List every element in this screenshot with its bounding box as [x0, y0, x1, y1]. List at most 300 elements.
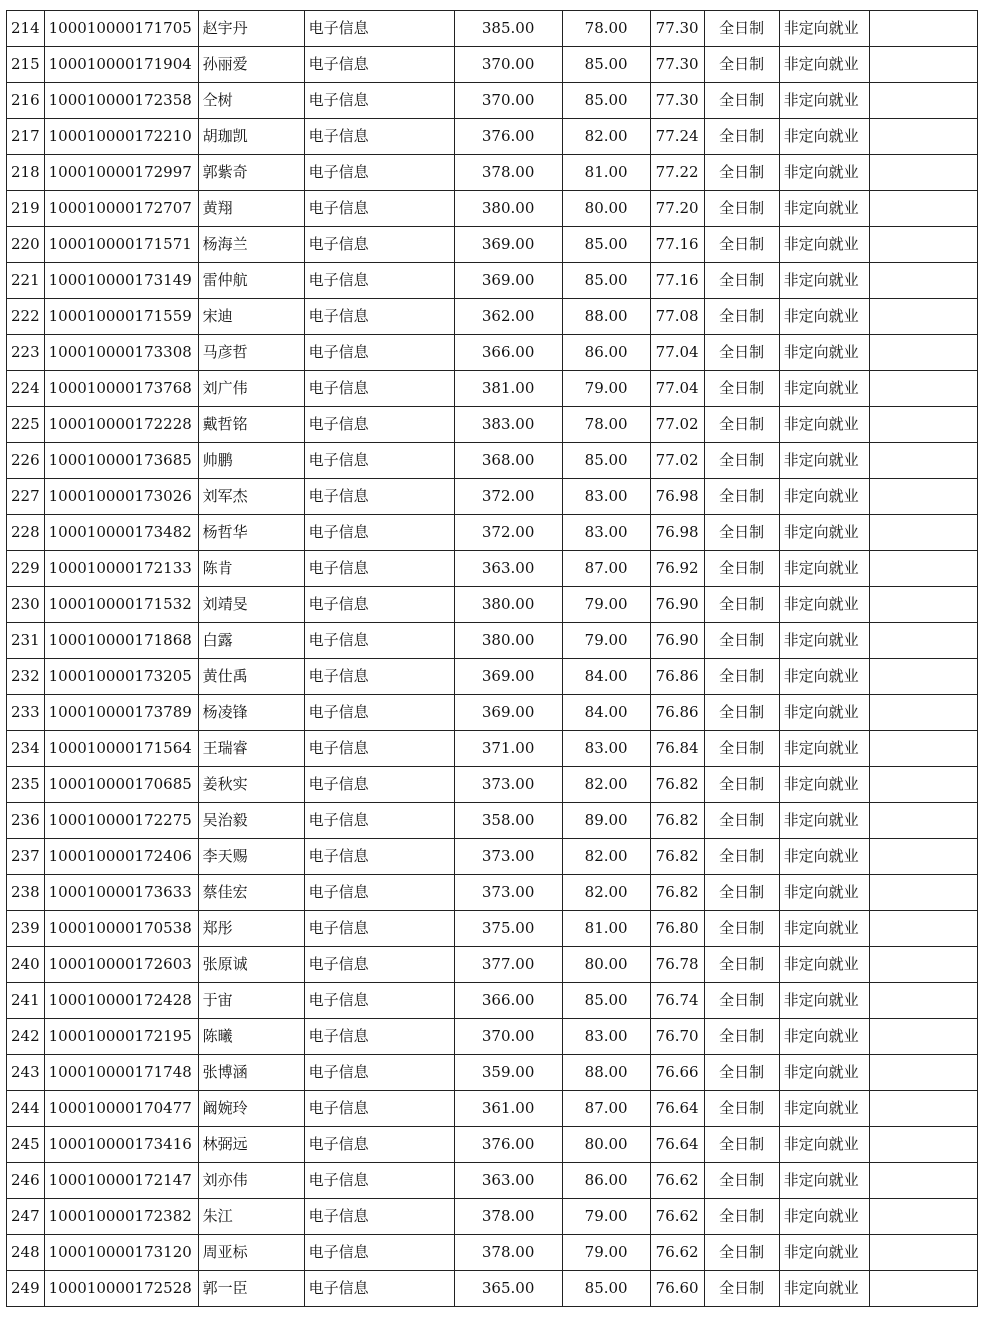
cell-total-score: 76.66 [650, 1055, 704, 1091]
cell-initial-score: 361.00 [454, 1091, 562, 1127]
cell-employment-type: 非定向就业 [779, 1055, 869, 1091]
cell-initial-score: 378.00 [454, 1199, 562, 1235]
cell-candidate-name: 张原诚 [198, 947, 304, 983]
cell-candidate-name: 姜秋实 [198, 767, 304, 803]
cell-study-mode: 全日制 [704, 11, 779, 47]
cell-candidate-name: 帅鹏 [198, 443, 304, 479]
cell-initial-score: 369.00 [454, 695, 562, 731]
cell-major: 电子信息 [304, 515, 454, 551]
cell-serial-number: 239 [7, 911, 45, 947]
cell-candidate-id: 100010000171571 [44, 227, 198, 263]
cell-remark [869, 479, 977, 515]
cell-retest-score: 82.00 [562, 839, 650, 875]
cell-remark [869, 335, 977, 371]
cell-candidate-name: 马彦哲 [198, 335, 304, 371]
cell-study-mode: 全日制 [704, 227, 779, 263]
cell-total-score: 77.30 [650, 83, 704, 119]
cell-study-mode: 全日制 [704, 623, 779, 659]
table-row [7, 1019, 978, 1055]
cell-study-mode: 全日制 [704, 1019, 779, 1055]
cell-employment-type: 非定向就业 [779, 191, 869, 227]
cell-major: 电子信息 [304, 695, 454, 731]
table-row [7, 623, 978, 659]
cell-candidate-id: 100010000172707 [44, 191, 198, 227]
cell-initial-score: 370.00 [454, 47, 562, 83]
cell-employment-type: 非定向就业 [779, 911, 869, 947]
table-row [7, 479, 978, 515]
table-row [7, 227, 978, 263]
cell-total-score: 76.98 [650, 479, 704, 515]
cell-candidate-id: 100010000172275 [44, 803, 198, 839]
cell-serial-number: 224 [7, 371, 45, 407]
cell-employment-type: 非定向就业 [779, 659, 869, 695]
table-row [7, 1235, 978, 1271]
table-row [7, 155, 978, 191]
cell-initial-score: 368.00 [454, 443, 562, 479]
cell-remark [869, 623, 977, 659]
cell-study-mode: 全日制 [704, 911, 779, 947]
cell-candidate-name: 仝树 [198, 83, 304, 119]
cell-study-mode: 全日制 [704, 155, 779, 191]
cell-retest-score: 85.00 [562, 443, 650, 479]
cell-remark [869, 191, 977, 227]
cell-candidate-id: 100010000173026 [44, 479, 198, 515]
cell-candidate-id: 100010000171904 [44, 47, 198, 83]
cell-retest-score: 78.00 [562, 407, 650, 443]
cell-candidate-id: 100010000171532 [44, 587, 198, 623]
cell-total-score: 76.90 [650, 623, 704, 659]
cell-remark [869, 1199, 977, 1235]
cell-remark [869, 155, 977, 191]
cell-major: 电子信息 [304, 839, 454, 875]
cell-retest-score: 82.00 [562, 767, 650, 803]
cell-initial-score: 363.00 [454, 551, 562, 587]
cell-major: 电子信息 [304, 191, 454, 227]
cell-remark [869, 587, 977, 623]
cell-retest-score: 83.00 [562, 731, 650, 767]
cell-remark [869, 1271, 977, 1307]
cell-employment-type: 非定向就业 [779, 47, 869, 83]
cell-remark [869, 299, 977, 335]
cell-remark [869, 911, 977, 947]
cell-total-score: 76.60 [650, 1271, 704, 1307]
cell-total-score: 76.64 [650, 1127, 704, 1163]
cell-employment-type: 非定向就业 [779, 407, 869, 443]
cell-initial-score: 358.00 [454, 803, 562, 839]
table-row [7, 911, 978, 947]
cell-study-mode: 全日制 [704, 371, 779, 407]
cell-study-mode: 全日制 [704, 983, 779, 1019]
cell-major: 电子信息 [304, 551, 454, 587]
cell-retest-score: 89.00 [562, 803, 650, 839]
cell-total-score: 76.82 [650, 803, 704, 839]
cell-retest-score: 88.00 [562, 1055, 650, 1091]
cell-employment-type: 非定向就业 [779, 119, 869, 155]
cell-candidate-name: 郭一臣 [198, 1271, 304, 1307]
cell-major: 电子信息 [304, 623, 454, 659]
cell-employment-type: 非定向就业 [779, 623, 869, 659]
cell-employment-type: 非定向就业 [779, 587, 869, 623]
cell-major: 电子信息 [304, 443, 454, 479]
cell-major: 电子信息 [304, 83, 454, 119]
cell-serial-number: 225 [7, 407, 45, 443]
cell-study-mode: 全日制 [704, 83, 779, 119]
cell-candidate-name: 王瑞睿 [198, 731, 304, 767]
cell-total-score: 76.62 [650, 1199, 704, 1235]
cell-employment-type: 非定向就业 [779, 947, 869, 983]
cell-serial-number: 228 [7, 515, 45, 551]
cell-serial-number: 242 [7, 1019, 45, 1055]
cell-serial-number: 222 [7, 299, 45, 335]
cell-major: 电子信息 [304, 659, 454, 695]
cell-candidate-name: 赵宇丹 [198, 11, 304, 47]
cell-candidate-id: 100010000173149 [44, 263, 198, 299]
cell-remark [869, 83, 977, 119]
cell-study-mode: 全日制 [704, 1091, 779, 1127]
cell-candidate-name: 杨凌锋 [198, 695, 304, 731]
cell-candidate-name: 阚婉玲 [198, 1091, 304, 1127]
cell-candidate-id: 100010000172133 [44, 551, 198, 587]
cell-candidate-id: 100010000170685 [44, 767, 198, 803]
cell-serial-number: 229 [7, 551, 45, 587]
cell-candidate-name: 杨哲华 [198, 515, 304, 551]
cell-employment-type: 非定向就业 [779, 695, 869, 731]
cell-serial-number: 232 [7, 659, 45, 695]
cell-serial-number: 245 [7, 1127, 45, 1163]
cell-total-score: 77.16 [650, 263, 704, 299]
cell-retest-score: 87.00 [562, 1091, 650, 1127]
cell-total-score: 76.62 [650, 1163, 704, 1199]
cell-retest-score: 82.00 [562, 119, 650, 155]
cell-employment-type: 非定向就业 [779, 551, 869, 587]
table-row [7, 191, 978, 227]
table-row [7, 1199, 978, 1235]
cell-initial-score: 362.00 [454, 299, 562, 335]
cell-initial-score: 372.00 [454, 479, 562, 515]
cell-candidate-name: 吴治毅 [198, 803, 304, 839]
cell-employment-type: 非定向就业 [779, 11, 869, 47]
cell-study-mode: 全日制 [704, 1235, 779, 1271]
cell-initial-score: 369.00 [454, 227, 562, 263]
cell-study-mode: 全日制 [704, 299, 779, 335]
cell-major: 电子信息 [304, 227, 454, 263]
cell-candidate-id: 100010000172382 [44, 1199, 198, 1235]
cell-total-score: 77.04 [650, 371, 704, 407]
table-row [7, 1127, 978, 1163]
cell-employment-type: 非定向就业 [779, 263, 869, 299]
cell-major: 电子信息 [304, 1163, 454, 1199]
cell-study-mode: 全日制 [704, 263, 779, 299]
cell-initial-score: 373.00 [454, 875, 562, 911]
cell-remark [869, 767, 977, 803]
admission-list-table [6, 10, 978, 1307]
cell-major: 电子信息 [304, 1055, 454, 1091]
cell-total-score: 76.86 [650, 695, 704, 731]
cell-candidate-name: 戴哲铭 [198, 407, 304, 443]
cell-total-score: 76.62 [650, 1235, 704, 1271]
cell-total-score: 77.30 [650, 47, 704, 83]
cell-retest-score: 79.00 [562, 1235, 650, 1271]
cell-remark [869, 551, 977, 587]
cell-serial-number: 237 [7, 839, 45, 875]
cell-employment-type: 非定向就业 [779, 1019, 869, 1055]
table-row [7, 731, 978, 767]
cell-serial-number: 231 [7, 623, 45, 659]
cell-retest-score: 85.00 [562, 983, 650, 1019]
cell-retest-score: 82.00 [562, 875, 650, 911]
cell-initial-score: 366.00 [454, 335, 562, 371]
cell-serial-number: 248 [7, 1235, 45, 1271]
cell-remark [869, 263, 977, 299]
cell-study-mode: 全日制 [704, 803, 779, 839]
cell-employment-type: 非定向就业 [779, 335, 869, 371]
cell-serial-number: 216 [7, 83, 45, 119]
cell-initial-score: 377.00 [454, 947, 562, 983]
cell-total-score: 77.16 [650, 227, 704, 263]
cell-study-mode: 全日制 [704, 587, 779, 623]
cell-candidate-id: 100010000173205 [44, 659, 198, 695]
cell-candidate-id: 100010000171705 [44, 11, 198, 47]
table-row [7, 83, 978, 119]
table-row [7, 335, 978, 371]
cell-major: 电子信息 [304, 731, 454, 767]
cell-major: 电子信息 [304, 1235, 454, 1271]
cell-candidate-name: 陈肯 [198, 551, 304, 587]
cell-remark [869, 407, 977, 443]
cell-major: 电子信息 [304, 1127, 454, 1163]
cell-retest-score: 86.00 [562, 335, 650, 371]
cell-total-score: 77.02 [650, 443, 704, 479]
cell-candidate-id: 100010000173789 [44, 695, 198, 731]
cell-retest-score: 83.00 [562, 1019, 650, 1055]
cell-initial-score: 375.00 [454, 911, 562, 947]
table-row [7, 983, 978, 1019]
cell-study-mode: 全日制 [704, 119, 779, 155]
cell-candidate-id: 100010000172428 [44, 983, 198, 1019]
cell-remark [869, 443, 977, 479]
cell-initial-score: 369.00 [454, 263, 562, 299]
cell-study-mode: 全日制 [704, 1271, 779, 1307]
table-row [7, 947, 978, 983]
cell-serial-number: 247 [7, 1199, 45, 1235]
cell-candidate-name: 杨海兰 [198, 227, 304, 263]
cell-serial-number: 241 [7, 983, 45, 1019]
cell-initial-score: 372.00 [454, 515, 562, 551]
table-row [7, 407, 978, 443]
cell-study-mode: 全日制 [704, 407, 779, 443]
cell-total-score: 76.82 [650, 767, 704, 803]
cell-major: 电子信息 [304, 479, 454, 515]
cell-remark [869, 1127, 977, 1163]
cell-candidate-name: 郭紫奇 [198, 155, 304, 191]
cell-study-mode: 全日制 [704, 947, 779, 983]
cell-retest-score: 85.00 [562, 47, 650, 83]
table-row [7, 263, 978, 299]
table-row [7, 695, 978, 731]
cell-candidate-id: 100010000173633 [44, 875, 198, 911]
cell-retest-score: 84.00 [562, 695, 650, 731]
cell-initial-score: 373.00 [454, 767, 562, 803]
cell-initial-score: 359.00 [454, 1055, 562, 1091]
cell-employment-type: 非定向就业 [779, 839, 869, 875]
cell-study-mode: 全日制 [704, 479, 779, 515]
table-row [7, 767, 978, 803]
table-body [7, 11, 978, 1307]
cell-employment-type: 非定向就业 [779, 767, 869, 803]
cell-total-score: 76.70 [650, 1019, 704, 1055]
cell-initial-score: 380.00 [454, 623, 562, 659]
cell-total-score: 76.86 [650, 659, 704, 695]
cell-remark [869, 47, 977, 83]
table-row [7, 875, 978, 911]
cell-retest-score: 78.00 [562, 11, 650, 47]
cell-candidate-name: 陈曦 [198, 1019, 304, 1055]
cell-employment-type: 非定向就业 [779, 443, 869, 479]
cell-retest-score: 85.00 [562, 227, 650, 263]
cell-candidate-name: 刘军杰 [198, 479, 304, 515]
cell-employment-type: 非定向就业 [779, 155, 869, 191]
cell-major: 电子信息 [304, 1271, 454, 1307]
cell-major: 电子信息 [304, 371, 454, 407]
cell-employment-type: 非定向就业 [779, 875, 869, 911]
cell-candidate-name: 胡珈凯 [198, 119, 304, 155]
cell-candidate-name: 刘靖旻 [198, 587, 304, 623]
cell-serial-number: 233 [7, 695, 45, 731]
cell-initial-score: 376.00 [454, 119, 562, 155]
cell-candidate-name: 宋迪 [198, 299, 304, 335]
cell-initial-score: 378.00 [454, 1235, 562, 1271]
cell-study-mode: 全日制 [704, 191, 779, 227]
cell-major: 电子信息 [304, 1199, 454, 1235]
cell-retest-score: 79.00 [562, 587, 650, 623]
cell-total-score: 76.92 [650, 551, 704, 587]
cell-employment-type: 非定向就业 [779, 1127, 869, 1163]
table-row [7, 587, 978, 623]
cell-candidate-id: 100010000172195 [44, 1019, 198, 1055]
cell-candidate-id: 100010000170477 [44, 1091, 198, 1127]
cell-total-score: 77.04 [650, 335, 704, 371]
cell-candidate-id: 100010000173308 [44, 335, 198, 371]
cell-candidate-name: 蔡佳宏 [198, 875, 304, 911]
cell-remark [869, 11, 977, 47]
table-row [7, 1091, 978, 1127]
cell-study-mode: 全日制 [704, 839, 779, 875]
cell-candidate-id: 100010000171564 [44, 731, 198, 767]
cell-employment-type: 非定向就业 [779, 803, 869, 839]
cell-total-score: 76.80 [650, 911, 704, 947]
cell-total-score: 77.08 [650, 299, 704, 335]
cell-remark [869, 227, 977, 263]
cell-candidate-id: 100010000171559 [44, 299, 198, 335]
cell-candidate-id: 100010000173120 [44, 1235, 198, 1271]
cell-initial-score: 365.00 [454, 1271, 562, 1307]
cell-total-score: 76.82 [650, 875, 704, 911]
cell-retest-score: 85.00 [562, 1271, 650, 1307]
cell-serial-number: 238 [7, 875, 45, 911]
cell-candidate-name: 张博涵 [198, 1055, 304, 1091]
cell-remark [869, 983, 977, 1019]
cell-serial-number: 236 [7, 803, 45, 839]
cell-serial-number: 217 [7, 119, 45, 155]
table-row [7, 371, 978, 407]
cell-retest-score: 85.00 [562, 263, 650, 299]
cell-initial-score: 370.00 [454, 1019, 562, 1055]
cell-remark [869, 659, 977, 695]
cell-candidate-id: 100010000172528 [44, 1271, 198, 1307]
cell-initial-score: 385.00 [454, 11, 562, 47]
cell-candidate-id: 100010000170538 [44, 911, 198, 947]
cell-serial-number: 219 [7, 191, 45, 227]
cell-retest-score: 79.00 [562, 623, 650, 659]
cell-employment-type: 非定向就业 [779, 479, 869, 515]
cell-total-score: 76.90 [650, 587, 704, 623]
cell-candidate-id: 100010000172358 [44, 83, 198, 119]
cell-major: 电子信息 [304, 407, 454, 443]
cell-study-mode: 全日制 [704, 695, 779, 731]
cell-candidate-id: 100010000171868 [44, 623, 198, 659]
cell-study-mode: 全日制 [704, 335, 779, 371]
cell-serial-number: 234 [7, 731, 45, 767]
cell-remark [869, 731, 977, 767]
table-row [7, 119, 978, 155]
cell-study-mode: 全日制 [704, 47, 779, 83]
cell-major: 电子信息 [304, 803, 454, 839]
cell-retest-score: 80.00 [562, 947, 650, 983]
cell-major: 电子信息 [304, 767, 454, 803]
cell-employment-type: 非定向就业 [779, 1271, 869, 1307]
cell-serial-number: 243 [7, 1055, 45, 1091]
cell-study-mode: 全日制 [704, 1055, 779, 1091]
cell-major: 电子信息 [304, 47, 454, 83]
cell-study-mode: 全日制 [704, 1163, 779, 1199]
table-row [7, 1271, 978, 1307]
cell-major: 电子信息 [304, 983, 454, 1019]
cell-study-mode: 全日制 [704, 1199, 779, 1235]
cell-total-score: 77.02 [650, 407, 704, 443]
cell-total-score: 76.98 [650, 515, 704, 551]
cell-retest-score: 83.00 [562, 479, 650, 515]
cell-serial-number: 230 [7, 587, 45, 623]
cell-major: 电子信息 [304, 155, 454, 191]
cell-employment-type: 非定向就业 [779, 371, 869, 407]
cell-remark [869, 695, 977, 731]
cell-initial-score: 371.00 [454, 731, 562, 767]
cell-serial-number: 249 [7, 1271, 45, 1307]
cell-candidate-name: 郑彤 [198, 911, 304, 947]
cell-remark [869, 371, 977, 407]
cell-retest-score: 81.00 [562, 155, 650, 191]
cell-employment-type: 非定向就业 [779, 1235, 869, 1271]
cell-major: 电子信息 [304, 875, 454, 911]
cell-remark [869, 515, 977, 551]
cell-retest-score: 80.00 [562, 1127, 650, 1163]
table-row [7, 1163, 978, 1199]
cell-total-score: 76.64 [650, 1091, 704, 1127]
cell-serial-number: 246 [7, 1163, 45, 1199]
cell-candidate-name: 朱江 [198, 1199, 304, 1235]
table-row [7, 47, 978, 83]
cell-retest-score: 79.00 [562, 1199, 650, 1235]
cell-initial-score: 370.00 [454, 83, 562, 119]
cell-remark [869, 947, 977, 983]
cell-remark [869, 1055, 977, 1091]
cell-employment-type: 非定向就业 [779, 515, 869, 551]
cell-employment-type: 非定向就业 [779, 227, 869, 263]
cell-initial-score: 381.00 [454, 371, 562, 407]
cell-candidate-name: 黄翔 [198, 191, 304, 227]
table-row [7, 803, 978, 839]
cell-candidate-id: 100010000172997 [44, 155, 198, 191]
